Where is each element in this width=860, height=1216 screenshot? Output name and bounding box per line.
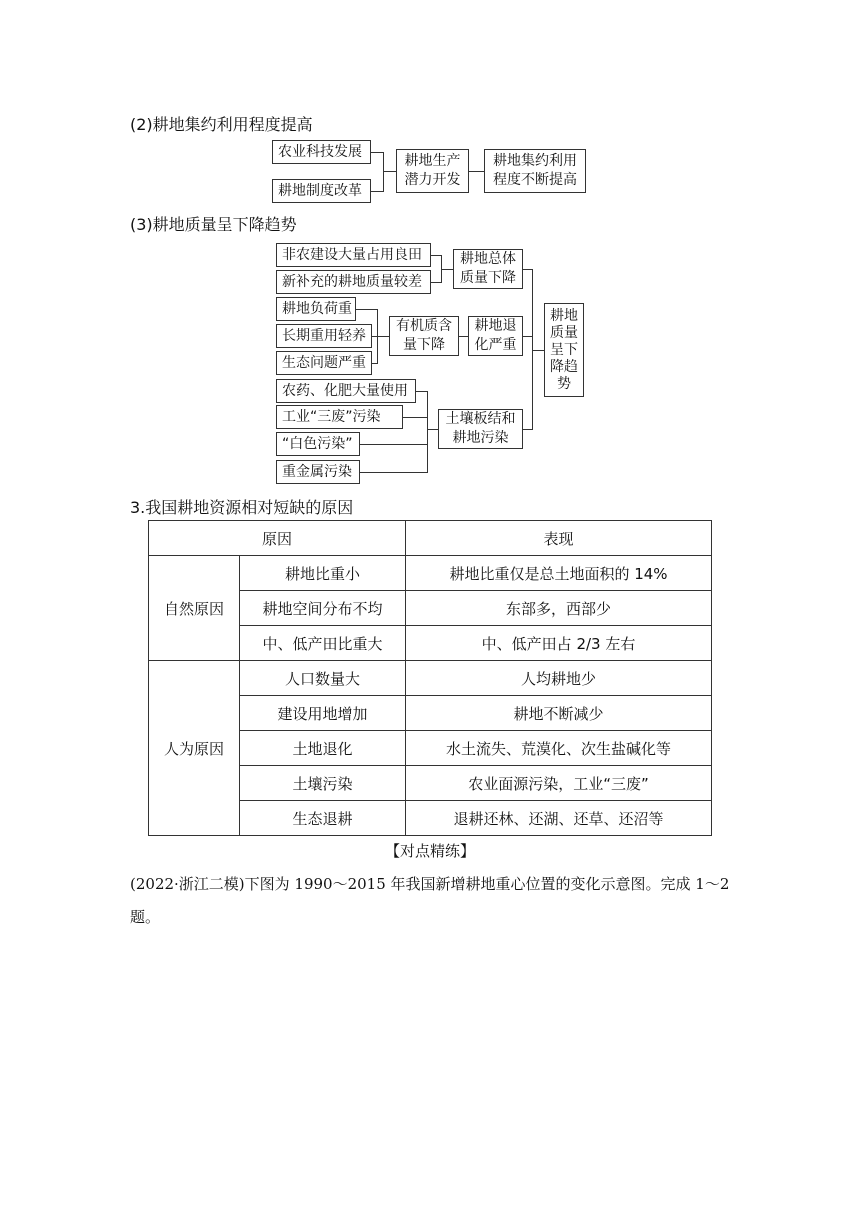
result-box-quality-decline [544, 303, 584, 397]
cause-box-6: 农药、化肥大量使用 [276, 379, 416, 403]
section-title-shortage: 3.我国耕地资源相对短缺的原因 [130, 498, 354, 517]
table-cell: 耕地不断减少 [406, 696, 712, 731]
connector [427, 391, 428, 473]
result-line5: 势 [557, 375, 571, 392]
table-cell: 土壤污染 [240, 766, 406, 801]
table-cell: 生态退耕 [240, 801, 406, 836]
mid-box-overall-decline-line1: 耕地总体 [460, 251, 516, 267]
mid-box-organic-matter-line1: 有机质含 [396, 318, 452, 334]
table-cell: 建设用地增加 [240, 696, 406, 731]
table-cell: 人口数量大 [240, 661, 406, 696]
table-row [149, 556, 712, 591]
mid-box-organic-matter [389, 316, 459, 356]
table-header-manifestation: 表现 [406, 521, 712, 556]
section3-heading: (3)耕地质量呈下降趋势 [130, 215, 297, 234]
flow-box-intensive-line1: 耕地集约利用 [493, 153, 577, 169]
connector [360, 444, 428, 445]
cause-box-5: 生态问题严重 [276, 351, 372, 375]
result-line4: 降趋 [550, 358, 578, 375]
practice-title: 【对点精练】 [384, 842, 475, 860]
cause-box-3: 耕地负荷重 [276, 297, 356, 321]
connector [356, 309, 378, 310]
flow-box-potential [396, 149, 469, 193]
table-cell: 中、低产田比重大 [240, 626, 406, 661]
connector [441, 269, 453, 270]
flow-box-intensive [484, 149, 586, 193]
connector [383, 171, 396, 172]
flow-box-intensive-line2: 程度不断提高 [493, 172, 577, 188]
table-cell: 土地退化 [240, 731, 406, 766]
mid-box-degradation-line1: 耕地退 [474, 318, 517, 334]
flow-box-potential-line2: 潜力开发 [404, 172, 461, 188]
mid-box-degradation [468, 316, 523, 356]
connector [532, 350, 544, 351]
table-cell: 水土流失、荒漠化、次生盐碱化等 [406, 731, 712, 766]
table-cell: 东部多，西部少 [406, 591, 712, 626]
connector [403, 417, 428, 418]
mid-box-overall-decline [453, 249, 523, 289]
connector [459, 336, 468, 337]
human-cause-label: 人为原因 [149, 661, 240, 836]
natural-cause-label: 自然原因 [149, 556, 240, 661]
result-line2: 质量 [550, 324, 578, 341]
table-cell: 耕地比重小 [240, 556, 406, 591]
table-cell: 人均耕地少 [406, 661, 712, 696]
table-cell: 耕地空间分布不均 [240, 591, 406, 626]
result-line3: 呈下 [550, 341, 578, 358]
cause-box-9: 重金属污染 [276, 460, 360, 484]
connector [377, 336, 389, 337]
table-cell: 耕地比重仅是总土地面积的 14% [406, 556, 712, 591]
flow-box-tech: 农业科技发展 [272, 140, 371, 164]
question-paragraph: (2022·浙江二模)下图为 1990～2015 年我国新增耕地重心位置的变化示意图。完成 1～2 题。 [130, 875, 730, 926]
table-header-cause: 原因 [149, 521, 406, 556]
section2-heading: (2)耕地集约利用程度提高 [130, 115, 313, 134]
table-cell: 退耕还林、还湖、还草、还沼等 [406, 801, 712, 836]
table-header-row [149, 521, 712, 556]
mid-box-degradation-line2: 化严重 [474, 337, 517, 353]
flow-box-potential-line1: 耕地生产 [404, 153, 461, 169]
connector [427, 429, 438, 430]
table-row [149, 661, 712, 696]
cause-box-4: 长期重用轻养 [276, 324, 372, 348]
result-line1: 耕地 [550, 307, 578, 324]
mid-box-organic-matter-line2: 量下降 [403, 337, 445, 353]
cause-box-7: 工业“三废”污染 [276, 405, 403, 429]
mid-box-soil-pollution-line2: 耕地污染 [452, 430, 509, 446]
table-cell: 农业面源污染，工业“三废” [406, 766, 712, 801]
cause-box-1: 非农建设大量占用良田 [276, 243, 431, 267]
mid-box-overall-decline-line2: 质量下降 [460, 270, 516, 286]
mid-box-soil-pollution-line1: 土壤板结和 [445, 411, 516, 427]
connector [360, 472, 428, 473]
shortage-reasons-table [148, 520, 712, 836]
connector [469, 171, 484, 172]
flow-box-reform: 耕地制度改革 [272, 179, 371, 203]
cause-box-8: “白色污染” [276, 432, 360, 456]
mid-box-soil-pollution [438, 409, 523, 449]
table-cell: 中、低产田占 2/3 左右 [406, 626, 712, 661]
cause-box-2: 新补充的耕地质量较差 [276, 270, 431, 294]
